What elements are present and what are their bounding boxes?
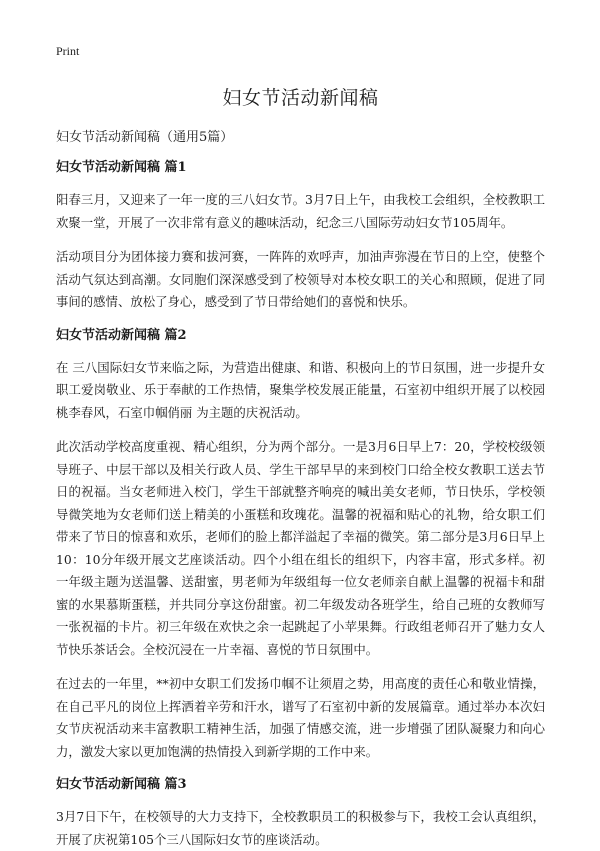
section-2 bbox=[56, 326, 545, 764]
section-heading: 妇女节活动新闻稿 篇3 bbox=[56, 777, 187, 792]
paragraph: 3月7日下午，在校领导的大力支持下，全校教职员工的积极参与下，我校工会认真组织，开展了庆祝第105个三八国际妇女节的座谈活动。 bbox=[56, 809, 545, 847]
section-heading: 妇女节活动新闻稿 篇2 bbox=[56, 327, 187, 343]
paragraph: 此次活动学校高度重视、精心组织，分为两个部分。一是3月6日早上7：20，学校校级领导班子、中层干部以及相关行政人员、学生干部早早的来到校门口给全校女教职工送去节日的祝福。当女老师进入校门，学生干部就整齐响亮的喊出美女老师，节日快乐，学校领导微笑地为女老师们送上精美的小蛋糕和玫瑰花。温馨的祝福和贴心的礼物，给女职工们带来了节日的惊喜和欢乐，老师们的脸上都洋溢起了幸福的微笑。第二部分是3月6日早上10：10分年级开展文艺座谈活动。四个小组在组长的组织下，内容丰富，形式多样。初一年级主题为送温馨、送甜蜜，男老师为年级组每一位女老师亲自献上温馨的祝福卡和甜蜜的水果慕斯蛋糕，并共同分享这份甜蜜。初二年级发动各班学生，给自己班的女教师写一张祝福的卡片。初三年级在欢快之余一起跳起了小苹果舞。行政组老师召开了魅力女人节快乐茶话会。全校沉浸在一片幸福、喜悦的节日氛围中。 bbox=[56, 439, 545, 657]
section-heading: 妇女节活动新闻稿 篇1 bbox=[56, 160, 187, 175]
section-1 bbox=[56, 158, 545, 314]
paragraph: 在 三八国际妇女节来临之际，为营造出健康、和谐、积极向上的节日氛围，进一步提升女职工爱岗敬业、乐于奉献的工作热情，聚集学校发展正能量，石室初中组织开展了以校园桃李春风，石室巾帼俏丽 为主题的庆祝活动。 bbox=[56, 359, 545, 420]
paragraph: 阳春三月，又迎来了一年一度的三八妇女节。3月7日上午，由我校工会组织，全校教职工欢聚一堂，开展了一次非常有意义的趣味活动，纪念三八国际劳动妇女节105周年。 bbox=[56, 192, 545, 230]
section-3 bbox=[56, 775, 545, 851]
paragraph: 在过去的一年里，**初中女职工们发扬巾帼不让须眉之势，用高度的责任心和敬业情操，在自己平凡的岗位上挥洒着辛劳和汗水，谱写了石室初中新的发展篇章。通过举办本次妇女节庆祝活动来丰富教职工精神生活，加强了情感交流，进一步增强了团队凝聚力和向心力，激发大家以更加饱满的热情投入到新学期的工作中来。 bbox=[56, 676, 545, 759]
print-label: Print bbox=[56, 44, 80, 58]
document-subtitle: 妇女节活动新闻稿（通用5篇） bbox=[56, 130, 234, 145]
document-title: 妇女节活动新闻稿 bbox=[222, 87, 379, 109]
paragraph: 活动项目分为团体接力赛和拔河赛，一阵阵的欢呼声，加油声弥漫在节日的上空，使整个活动气氛达到高潮。女同胞们深深感受到了校领导对本校女职工的关心和照顾，促进了同事间的感情、放松了身心，感受到了节日带给她们的喜悦和快乐。 bbox=[56, 249, 545, 309]
